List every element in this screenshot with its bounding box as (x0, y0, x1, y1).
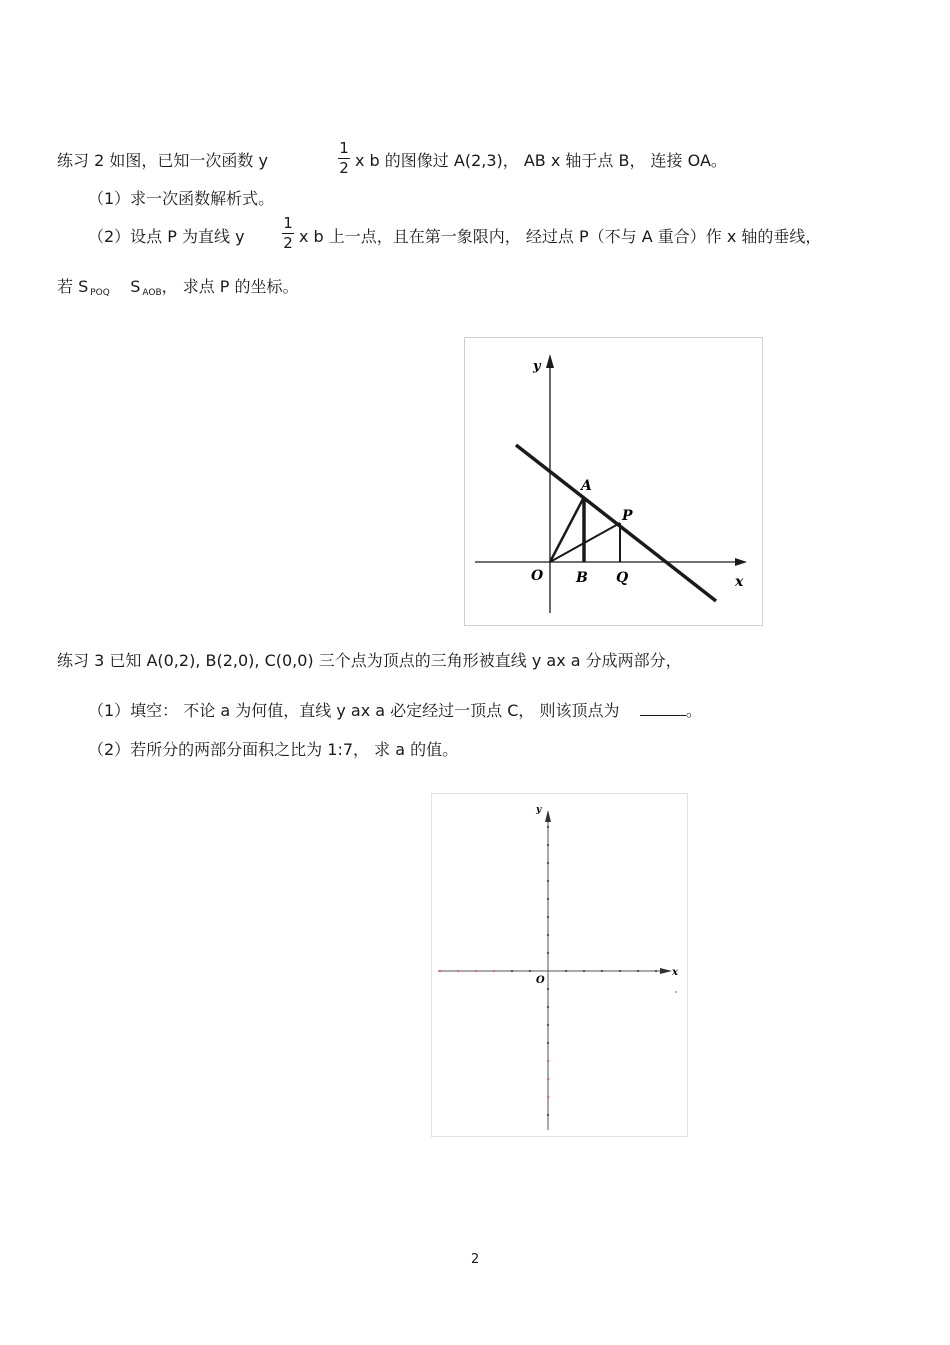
y-axis-tick (547, 844, 549, 846)
y-axis-tick (547, 916, 549, 918)
y-axis-tick (547, 1096, 549, 1098)
label-b: B (576, 570, 588, 586)
ex2-line1-part1: 练习 2 如图，已知一次函数 y (57, 151, 268, 170)
label-y: y (533, 359, 541, 374)
x-axis-tick (493, 970, 495, 972)
fraction-numerator: 1 (283, 214, 293, 232)
y-axis-tick (547, 934, 549, 936)
figure-2-graph (432, 794, 687, 1136)
y-axis-tick (547, 898, 549, 900)
ex3-question1 (88, 698, 702, 721)
ex2-question2-part1: （2）设点 P 为直线 y (88, 227, 245, 246)
text: 。 (685, 701, 702, 720)
x-axis-tick (475, 970, 477, 972)
ex2-question2-fraction (280, 215, 296, 252)
subscript-aob: AOB (142, 288, 162, 298)
x-axis-tick (457, 970, 459, 972)
y-axis-tick (547, 862, 549, 864)
x-axis-tick (565, 970, 567, 972)
x-axis-arrow-icon (660, 968, 672, 974)
ex3-question2: （2）若所分的两部分面积之比为 1:7， 求 a 的值。 (88, 740, 459, 759)
y-axis-tick (547, 1024, 549, 1026)
page-number: 2 (471, 1252, 480, 1267)
label-q: Q (616, 570, 629, 586)
x-axis-tick (601, 970, 603, 972)
ex2-line1-fraction (336, 140, 352, 177)
text: ， 求点 P 的坐标。 (161, 277, 299, 296)
x-axis-tick (655, 970, 657, 972)
x-axis-tick (619, 970, 621, 972)
label-x: x (735, 574, 744, 590)
figure-1 (464, 337, 763, 626)
figure-1-graph (465, 338, 762, 625)
x-axis-tick (583, 970, 585, 972)
y-axis-tick (547, 1006, 549, 1008)
x-axis-tick (439, 970, 441, 972)
y-axis-tick (547, 1042, 549, 1044)
text: 若 S (57, 277, 89, 296)
dot (675, 991, 677, 993)
y-axis-arrow-icon (545, 810, 551, 822)
ex3-line1: 练习 3 已知 A(0,2), B(2,0), C(0,0) 三个点为顶点的三角形被直线 y ax a 分成两部分， (57, 651, 682, 670)
text: （1）填空： 不论 a 为何值，直线 y ax a 必定经过一顶点 C， 则该顶点为 (88, 701, 620, 720)
label-x: x (672, 967, 678, 978)
x-axis-arrow-icon (735, 558, 747, 566)
ex2-line1-part2: x b 的图像过 A(2,3)， AB x 轴于点 B， 连接 OA。 (355, 151, 727, 170)
answer-blank[interactable] (640, 701, 686, 716)
y-axis-tick (547, 1114, 549, 1116)
y-axis-tick (547, 880, 549, 882)
label-o: O (536, 975, 545, 986)
y-axis-tick (547, 952, 549, 954)
fraction-denominator: 2 (283, 234, 293, 252)
ex2-question1: （1）求一次函数解析式。 (88, 189, 275, 208)
y-axis-tick (547, 988, 549, 990)
label-o: O (531, 568, 544, 584)
ex2-question2-part2: x b 上一点，且在第一象限内， 经过点 P（不与 A 重合）作 x 轴的垂线， (299, 227, 822, 246)
label-p: P (622, 508, 633, 524)
fraction-denominator: 2 (339, 159, 349, 177)
label-a: A (581, 478, 592, 494)
x-axis-tick (529, 970, 531, 972)
y-axis-tick (547, 1060, 549, 1062)
text: S (130, 277, 141, 296)
figure-2 (431, 793, 688, 1137)
subscript-poq: POQ (90, 288, 110, 298)
ex2-question2-line2 (57, 274, 299, 297)
y-axis-tick (547, 1078, 549, 1080)
fraction-numerator: 1 (339, 139, 349, 157)
label-y: y (536, 805, 542, 815)
x-axis-tick (637, 970, 639, 972)
y-axis-arrow-icon (546, 354, 554, 368)
x-axis-tick (511, 970, 513, 972)
y-axis-tick (547, 826, 549, 828)
